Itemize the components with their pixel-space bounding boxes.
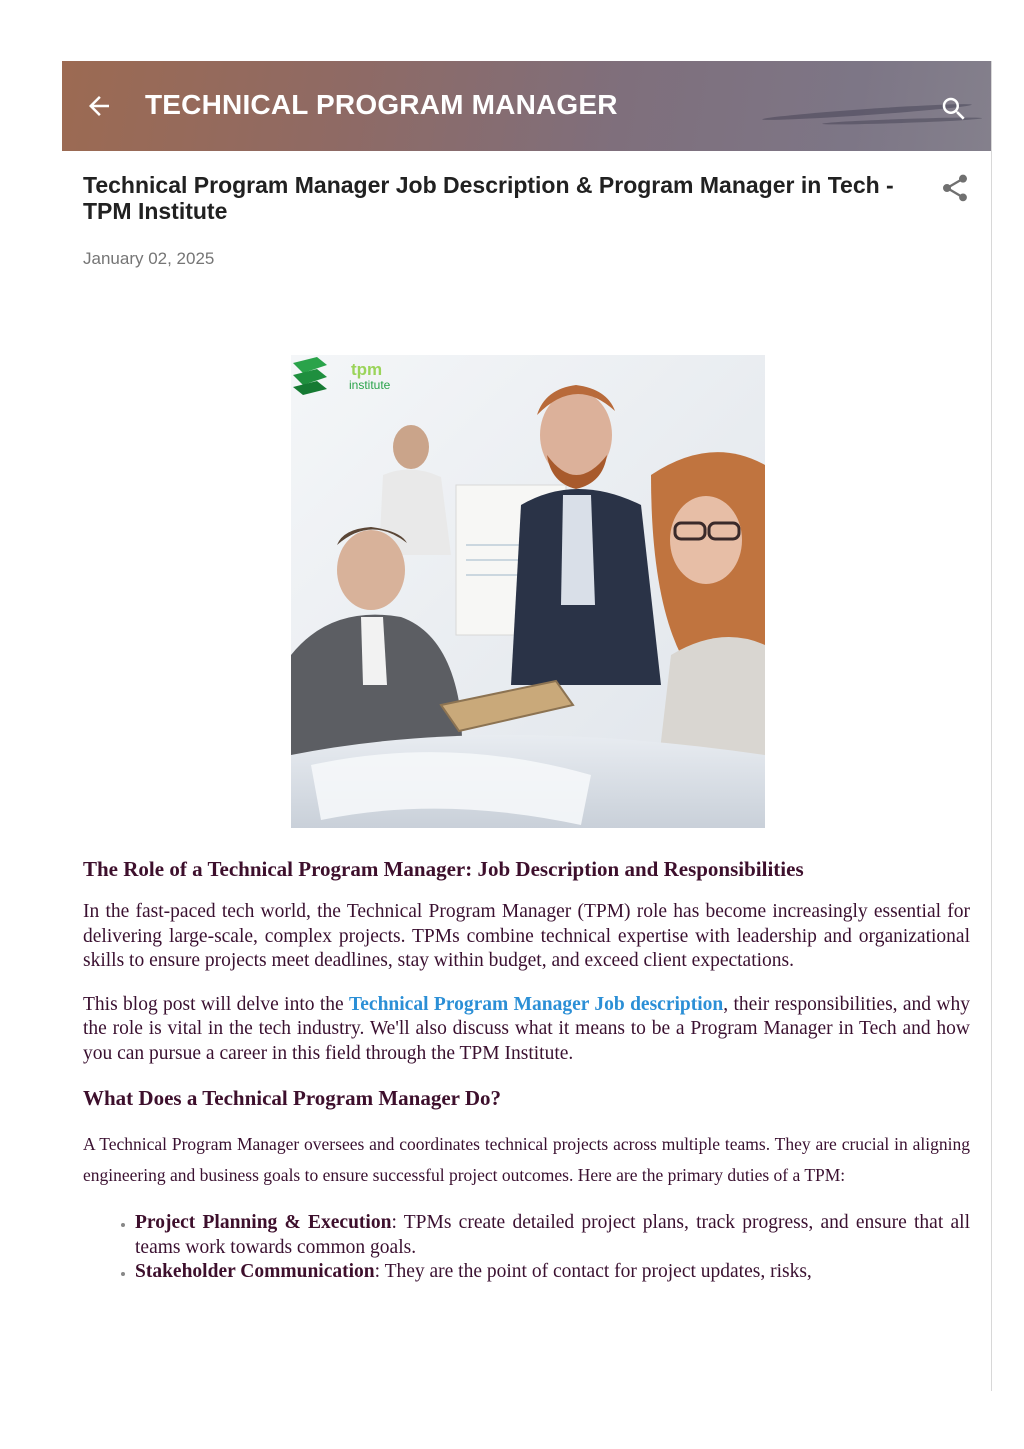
logo-text-top: tpm — [351, 360, 383, 379]
list-item-text: : TPMs create detailed project plans, track progress, and ensure that all teams work towards common goals. — [135, 1212, 970, 1258]
list-item — [135, 1211, 970, 1260]
share-icon — [939, 172, 971, 204]
list-item-term: Project Planning & Execution — [135, 1212, 392, 1233]
site-title[interactable]: TECHNICAL PROGRAM MANAGER — [145, 89, 618, 120]
logo-text-bottom: institute — [349, 378, 391, 392]
paragraph: In the fast-paced tech world, the Technical Program Manager (TPM) role has become increasingly essential for delivering large-scale, complex projects. TPMs combine technical expertise with leadership and organizational skills to ensure projects meet deadlines, stay within budget, and exceed client expectations. — [83, 901, 970, 971]
back-button[interactable] — [84, 91, 114, 121]
paragraph — [83, 993, 970, 1067]
list-item-text: : They are the point of contact for project updates, risks, — [374, 1261, 812, 1282]
post-card — [62, 61, 992, 1391]
post-hero-image[interactable] — [291, 355, 765, 828]
arrow-left-icon — [84, 91, 114, 121]
paragraph: A Technical Program Manager oversees and coordinates technical projects across multiple teams. They are crucial in aligning engineering and business goals to ensure successful project outcomes. Here are the primary duties of a TPM: — [83, 1134, 970, 1185]
paragraph-text: , their responsibilities, and why the role is vital in the tech industry. We'll also discuss what it means to be a Program Manager in Tech and how you can pursue a career in this field through the TPM Institute. — [83, 993, 970, 1064]
tpm-institute-logo — [293, 357, 327, 395]
job-description-link[interactable]: Technical Program Manager Job description — [349, 993, 724, 1015]
team-meeting-photo — [291, 355, 765, 828]
search-icon — [939, 94, 969, 124]
paragraph-text: This blog post will delve into the — [83, 993, 350, 1015]
blog-header — [62, 61, 991, 151]
post-date: January 02, 2025 — [83, 249, 215, 268]
post-title: Technical Program Manager Job Description & Program Manager in Tech - TPM Institute — [83, 172, 894, 224]
section-heading: What Does a Technical Program Manager Do? — [83, 1086, 502, 1110]
post-body — [83, 856, 970, 1285]
list-item-term: Stakeholder Communication — [135, 1261, 375, 1282]
list-item — [135, 1260, 970, 1285]
duties-list — [83, 1211, 970, 1285]
section-heading: The Role of a Technical Program Manager: Job Description and Responsibilities — [83, 857, 804, 881]
search-button[interactable] — [939, 94, 969, 124]
share-button[interactable] — [939, 172, 971, 204]
